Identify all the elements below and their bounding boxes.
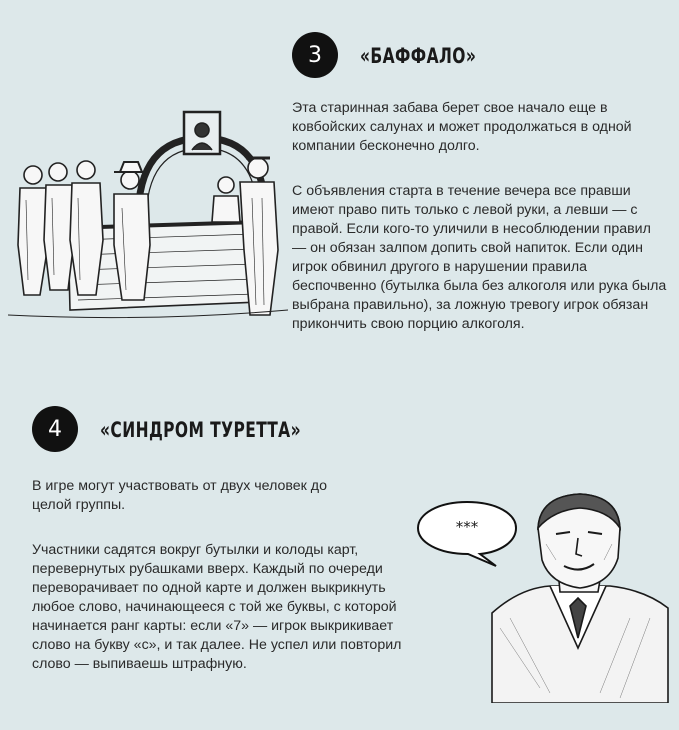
section-paragraph: С объявления старта в течение вечера все правши имеют право пить только с левой руки, а левши — с правой. Если кого-то уличили в несоблюдении правил — он обязан залпом допить свой напиток. Если один игрок обвинил другого в нарушении правила беспочвенно (бутылка была без алкоголя или рука была выбрана правильно), за ложную тревогу игрок обязан прикончить свою порцию алкоголя. bbox=[292, 183, 667, 332]
section-title: «БАФФАЛО» bbox=[360, 44, 477, 68]
saloon-illustration bbox=[8, 110, 288, 325]
section-number: 4 bbox=[48, 416, 62, 442]
section-title: «СИНДРОМ ТУРЕТТА» bbox=[100, 418, 301, 442]
speech-bubble-text: *** bbox=[455, 518, 479, 536]
section-paragraph: Эта старинная забава берет свое начало еще в ковбойских салунах и может продолжаться в одной компании бесконечно долго. bbox=[292, 100, 632, 154]
section-paragraph: Участники садятся вокруг бутылки и колоды карт, перевернутых рубашками вверх. Каждый по очереди переворачивает по одной карте и должен выкрикнуть любое слово, начинающееся с той же буквы, с которой начинается ранг карты: если «7» — игрок выкрикивает слово на букву «с», и так далее. Не успел или повторил слово — выпиваешь штрафную. bbox=[32, 542, 402, 672]
section-number-badge bbox=[292, 32, 338, 78]
section-paragraph: В игре могут участвовать от двух человек до целой группы. bbox=[32, 478, 327, 513]
section-number: 3 bbox=[308, 42, 322, 68]
section-number-badge bbox=[32, 406, 78, 452]
man-portrait-illustration bbox=[490, 488, 670, 703]
